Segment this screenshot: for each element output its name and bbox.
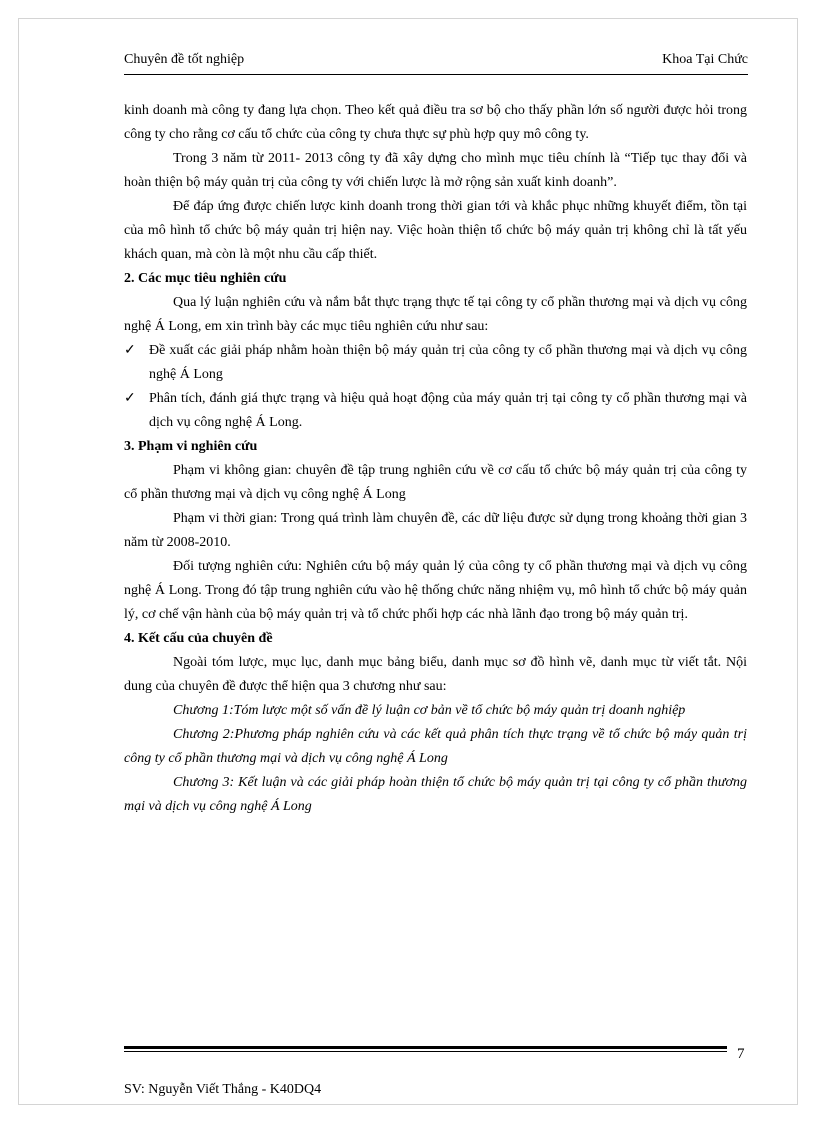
paragraph-scope-time: Phạm vi thời gian: Trong quá trình làm chuyên đề, các dữ liệu được sử dụng trong khoảng thời gian 3 năm từ 2008-2010. [124,511,747,550]
section-heading-objectives: 2. Các mục tiêu nghiên cứu [124,271,287,286]
paragraph-scope-subject: Đối tượng nghiên cứu: Nghiên cứu bộ máy quản lý của công ty cổ phần thương mại và dịch vụ công nghệ Á Long. Trong đó tập trung nghiên cứu vào hệ thống chức năng nhiệm vụ, mô hình tổ chức bộ máy quản lý, cơ chế vận hành của bộ máy quản trị và tổ chức phối hợp các nhà lãnh đạo trong bộ máy quản trị. [124,559,747,622]
chapter-1: Chương 1:Tóm lược một số vấn đề lý luận cơ bản về tổ chức bộ máy quản trị doanh nghiệp [173,703,686,718]
footer-student: SV: Nguyễn Viết Thắng - K40DQ4 [124,1082,322,1097]
objective-text-1: Đề xuất các giải pháp nhằm hoàn thiện bộ máy quản trị của công ty cổ phần thương mại và dịch vụ công nghệ Á Long [149,343,747,382]
paragraph-structure: Ngoài tóm lược, mục lục, danh mục bảng biểu, danh mục sơ đồ hình vẽ, danh mục từ viết tắt. Nội dung của chuyên đề được thể hiện qua 3 chương như sau: [124,655,747,694]
paragraph-goal: Trong 3 năm từ 2011- 2013 công ty đã xây dựng cho mình mục tiêu chính là “Tiếp tục thay đổi và hoàn thiện bộ máy quản trị của công ty với chiến lược là mở rộng sản xuất kinh doanh”. [124,151,747,190]
document-body [124,99,747,819]
header-title: Chuyên đề tốt nghiệp [124,52,245,67]
section-heading-scope: 3. Phạm vi nghiên cứu [124,439,258,454]
header-faculty: Khoa Tại Chức [662,52,748,67]
checkmark-icon: ✓ [124,343,136,358]
chapter-2: Chương 2:Phương pháp nghiên cứu và các kết quả phân tích thực trạng về tổ chức bộ máy quản trị công ty cổ phần thương mại và dịch vụ công nghệ Á Long [124,727,747,766]
paragraph-intro-continued: kinh doanh mà công ty đang lựa chọn. Theo kết quả điều tra sơ bộ cho thấy phần lớn số người được hỏi trong công ty cho rằng cơ cấu tổ chức của công ty chưa thực sự phù hợp quy mô công ty. [124,103,747,142]
checkmark-icon: ✓ [124,391,136,406]
page-header [124,52,748,75]
page-number: 7 [737,1046,745,1062]
paragraph-objectives: Qua lý luận nghiên cứu và nắm bắt thực trạng thực tế tại công ty cổ phần thương mại và dịch vụ công nghệ Á Long, em xin trình bày các mục tiêu nghiên cứu như sau: [124,295,747,334]
footer-rule [124,1046,727,1052]
paragraph-necessity: Để đáp ứng được chiến lược kinh doanh trong thời gian tới và khắc phục những khuyết điểm, tồn tại của mô hình tổ chức bộ máy quản trị hiện nay. Việc hoàn thiện tổ chức bộ máy quản trị không chỉ là tất yếu khách quan, mà còn là một nhu cầu cấp thiết. [124,199,747,262]
chapter-3: Chương 3: Kết luận và các giải pháp hoàn thiện tổ chức bộ máy quản trị tại công ty cổ phần thương mại và dịch vụ công nghệ Á Long [124,775,747,814]
objective-text-2: Phân tích, đánh giá thực trạng và hiệu quả hoạt động của máy quản trị tại công ty cổ phần thương mại và dịch vụ công nghệ Á Long. [149,391,747,430]
paragraph-scope-space: Phạm vi không gian: chuyên đề tập trung nghiên cứu về cơ cấu tổ chức bộ máy quản trị của công ty cổ phần thương mại và dịch vụ công nghệ Á Long [124,463,747,502]
objective-item-2 [124,387,747,435]
section-heading-structure: 4. Kết cấu của chuyên đề [124,631,273,646]
objective-item-1 [124,339,747,387]
